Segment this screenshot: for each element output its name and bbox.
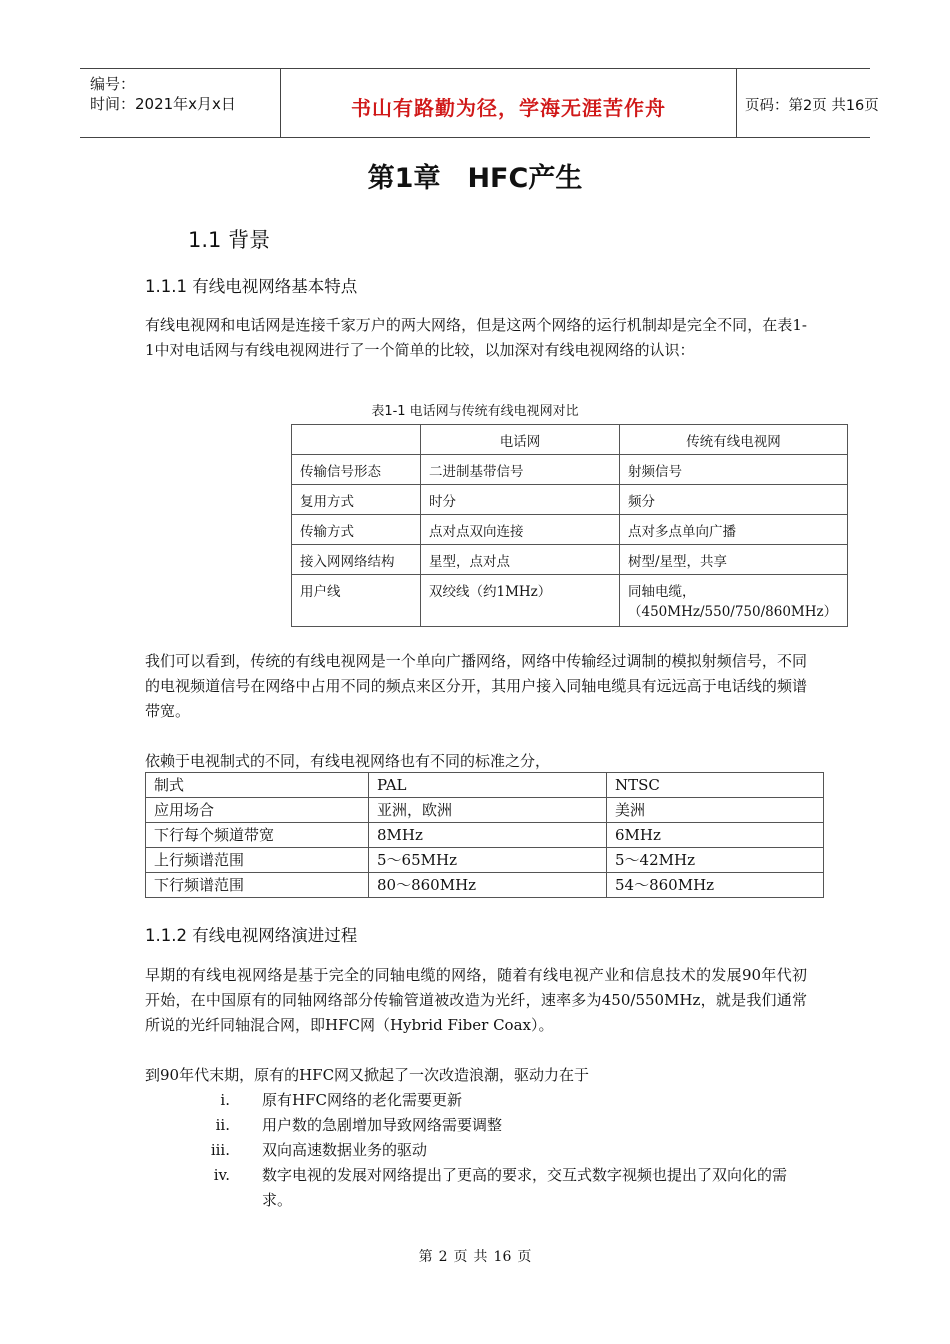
table-cell: 复用方式 [292, 485, 421, 515]
table-cell: 树型/星型，共享 [620, 545, 848, 575]
list-number: ii. [215, 1116, 230, 1134]
table-row [146, 773, 824, 798]
table-cell: 应用场合 [146, 798, 369, 823]
table-cell: 传输方式 [292, 515, 421, 545]
header-motto-cell [280, 69, 737, 137]
section-1-1-1-heading: 1.1.1 有线电视网络基本特点 [145, 277, 358, 296]
table-row [292, 515, 848, 545]
evolution-paragraph: 早期的有线电视网络是基于完全的同轴电缆的网络，随着有线电视产业和信息技术的发展90年代初开始，在中国原有的同轴网络部分传输管道被改造为光纤，速率多为450/550MHz，就是我们通常所说的光纤同轴混合网，即HFC网（Hybrid Fiber Coax）。 [145, 966, 807, 1034]
list-text: 数字电视的发展对网络提出了更高的要求，交互式数字视频也提出了双向化的需求。 [262, 1166, 788, 1209]
table-cell: 8MHz [369, 823, 607, 848]
page-footer [0, 1246, 950, 1266]
list-item [0, 1113, 950, 1138]
table-row [146, 823, 824, 848]
list-number: i. [220, 1091, 230, 1109]
page-header [80, 68, 879, 138]
table-cell: 射频信号 [620, 455, 848, 485]
list-text: 用户数的急剧增加导致网络需要调整 [262, 1116, 503, 1134]
table-cell: 接入网网络结构 [292, 545, 421, 575]
analysis-paragraph: 我们可以看到，传统的有线电视网是一个单向广播网络，网络中传输经过调制的模拟射频信号，不同的电视频道信号在网络中占用不同的频点来区分开，其用户接入同轴电缆具有远远高于电话线的频谱带宽。 [145, 652, 807, 720]
table-cell: 星型，点对点 [421, 545, 620, 575]
footer-di: 第 [418, 1249, 433, 1265]
tv-standards-table [145, 772, 824, 898]
section-1-1-2-heading: 1.1.2 有线电视网络演进过程 [145, 926, 358, 945]
standards-intro-paragraph: 依赖于电视制式的不同，有线电视网络也有不同的标准之分， [145, 752, 551, 770]
motto: 书山有路勤为径，学海无涯苦作舟 [351, 96, 666, 120]
table-cell: 80～860MHz [369, 873, 607, 898]
table-row [292, 575, 848, 627]
list-text: 原有HFC网络的老化需要更新 [262, 1091, 462, 1109]
table-cell: 6MHz [607, 823, 824, 848]
table-row [146, 873, 824, 898]
header-right-cell [735, 69, 879, 137]
list-item [0, 1088, 950, 1113]
chapter-title: 第1章 HFC产生 [367, 163, 583, 194]
list-number: iv. [213, 1166, 230, 1184]
table-cell: 点对多点单向广播 [620, 515, 848, 545]
table-cell: 制式 [146, 773, 369, 798]
table-cell: 上行频谱范围 [146, 848, 369, 873]
footer-page: 2 [438, 1249, 448, 1265]
table-cell: 同轴电缆，（450MHz/550/750/860MHz） [620, 575, 848, 627]
table-cell: 下行频谱范围 [146, 873, 369, 898]
drivers-intro-paragraph: 到90年代末期，原有的HFC网又掀起了一次改造浪潮，驱动力在于 [145, 1066, 590, 1084]
footer-ye: 页 [517, 1249, 532, 1265]
footer-gong: 共 [473, 1249, 488, 1265]
table1-caption: 表1-1 电话网与传统有线电视网对比 [371, 404, 579, 419]
table-cell: 时分 [421, 485, 620, 515]
table-cell: 亚洲，欧洲 [369, 798, 607, 823]
footer-ye: 页 [453, 1249, 468, 1265]
list-number: iii. [210, 1141, 230, 1159]
table-cell: 点对点双向连接 [421, 515, 620, 545]
table-row [292, 545, 848, 575]
table-header-cell [292, 425, 421, 455]
table-cell: 用户线 [292, 575, 421, 627]
table-row [292, 455, 848, 485]
table-header-cell: 电话网 [421, 425, 620, 455]
list-item [0, 1138, 950, 1163]
table-cell: 5～65MHz [369, 848, 607, 873]
table-cell: 二进制基带信号 [421, 455, 620, 485]
table-cell: 美洲 [607, 798, 824, 823]
list-text: 双向高速数据业务的驱动 [262, 1141, 428, 1159]
table-row [146, 798, 824, 823]
table-cell: 双绞线（约1MHz） [421, 575, 620, 627]
table-cell: 频分 [620, 485, 848, 515]
table-cell: 下行每个频道带宽 [146, 823, 369, 848]
table-row [146, 848, 824, 873]
table-row [292, 485, 848, 515]
footer-total: 16 [493, 1249, 512, 1265]
table-cell: NTSC [607, 773, 824, 798]
table-cell: 传输信号形态 [292, 455, 421, 485]
list-item [0, 1163, 950, 1213]
time-label: 时间：2021年x月x日 [90, 95, 236, 113]
comparison-table [291, 424, 848, 627]
intro-paragraph: 有线电视网和电话网是连接千家万户的两大网络，但是这两个网络的运行机制却是完全不同，在表1-1中对电话网与有线电视网进行了一个简单的比较，以加深对有线电视网络的认识： [145, 316, 807, 359]
header-left-cell [80, 69, 280, 137]
number-label: 编号： [90, 75, 136, 93]
table-header-row [292, 425, 848, 455]
table-cell: PAL [369, 773, 607, 798]
table-cell: 54～860MHz [607, 873, 824, 898]
page-number-label: 页码：第2页 共16页 [745, 98, 879, 114]
table-cell: 5～42MHz [607, 848, 824, 873]
table-header-cell: 传统有线电视网 [620, 425, 848, 455]
section-1-1-heading: 1.1 背景 [188, 228, 271, 252]
